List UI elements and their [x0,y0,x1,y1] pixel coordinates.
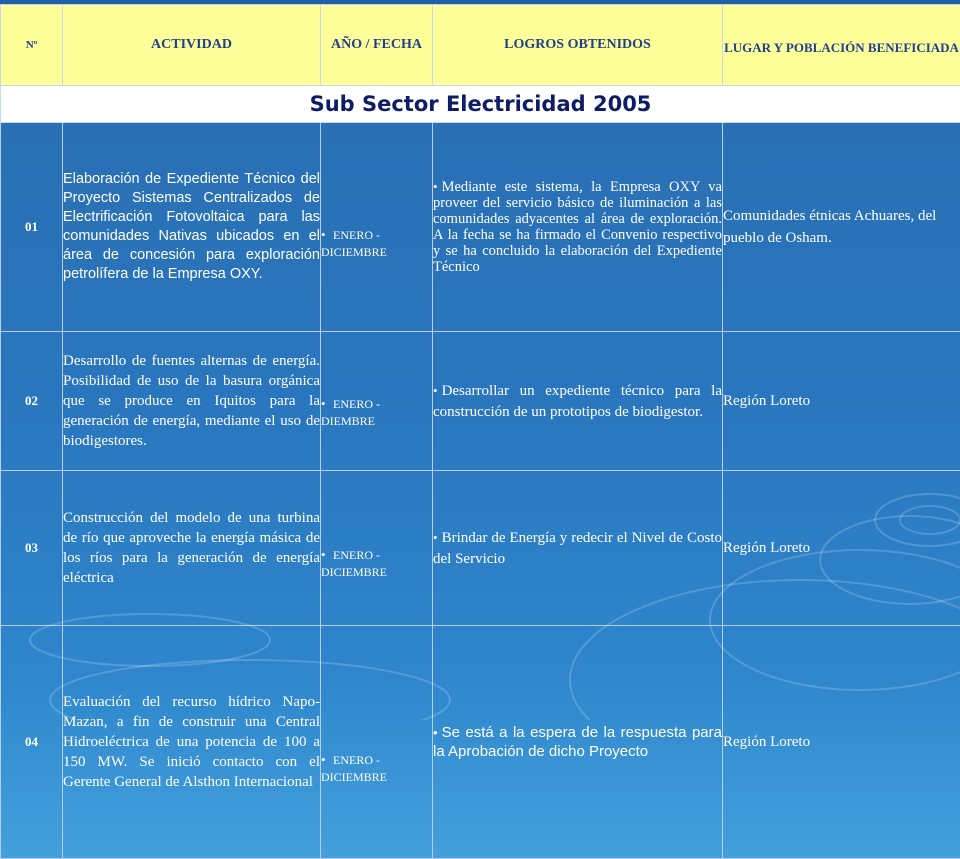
header-row [1,5,960,86]
row-actividad: Construcción del modelo de una turbina de río que aproveche la energía másica de los ríos para la generación de energía eléctrica [63,471,321,626]
section-title: Sub Sector Electricidad 2005 [1,86,960,123]
row-number: 04 [1,626,63,859]
row-number: 01 [1,123,63,332]
row-logros [433,626,723,859]
row-fecha [321,123,433,332]
row-fecha [321,471,433,626]
table-row [1,332,960,471]
bullet-icon: • [433,179,438,194]
row-number: 03 [1,471,63,626]
bullet-icon: • [321,751,333,768]
table-row [1,626,960,859]
row-logros [433,332,723,471]
row-fecha-text: ENERO - DIEMBRE [321,397,380,428]
row-lugar: Comunidades étnicas Achuares, del pueblo de Osham. [723,123,960,332]
bullet-icon: • [433,383,438,398]
row-logros-text: Brindar de Energía y redecir el Nivel de Costo del Servicio [433,530,722,567]
row-fecha-text: ENERO - DICIEMBRE [321,548,387,579]
header-num: Nº [1,5,63,86]
header-logros: LOGROS OBTENIDOS [433,5,723,86]
row-lugar: Región Loreto [723,332,960,471]
bullet-icon: • [321,546,333,563]
bullet-icon: • [433,530,438,545]
row-actividad: Elaboración de Expediente Técnico del Proyecto Sistemas Centralizados de Electrificación Fotovoltaica para las comunidades Nativas ubicados en el área de concesión para exploración petrolífera de la Empresa OXY. [63,123,321,332]
row-logros-text: Se está a la espera de la respuesta para la Aprobación de dicho Proyecto [433,724,722,760]
bullet-icon: • [433,725,438,740]
row-lugar: Región Loreto [723,626,960,859]
row-actividad: Desarrollo de fuentes alternas de energía. Posibilidad de uso de la basura orgánica que se produce en Iquitos para la generación de energía, mediante el uso de biodigestores. [63,332,321,471]
row-actividad: Evaluación del recurso hídrico Napo-Mazan, a fin de construir una Central Hidroeléctrica de una potencia de 100 a 150 MW. Se inició contacto con el Gerente General de Alsthon Internacional [63,626,321,859]
bullet-icon: • [321,395,333,412]
table-row [1,123,960,332]
row-number: 02 [1,332,63,471]
row-fecha-text: ENERO - DICIEMBRE [321,753,387,784]
row-logros [433,123,723,332]
row-logros-text: Desarrollar un expediente técnico para la construcción de un prototipos de biodigestor. [433,383,722,420]
header-fecha: AÑO / FECHA [321,5,433,86]
row-logros [433,471,723,626]
row-lugar: Región Loreto [723,471,960,626]
bullet-icon: • [321,226,333,243]
activities-table [0,4,960,859]
section-title-row [1,86,960,123]
row-fecha [321,332,433,471]
header-actividad: ACTIVIDAD [63,5,321,86]
row-fecha-text: ENERO - DICIEMBRE [321,228,387,259]
row-logros-text: Mediante este sistema, la Empresa OXY va proveer del servicio básico de iluminación a las comunidades adyacentes al área de exploración. A la fecha se ha firmado el Convenio respectivo y se ha concluido la elaboración del Expediente Técnico [433,179,722,275]
table-row [1,471,960,626]
row-fecha [321,626,433,859]
header-lugar: LUGAR Y POBLACIÓN BENEFICIADA [723,5,960,86]
